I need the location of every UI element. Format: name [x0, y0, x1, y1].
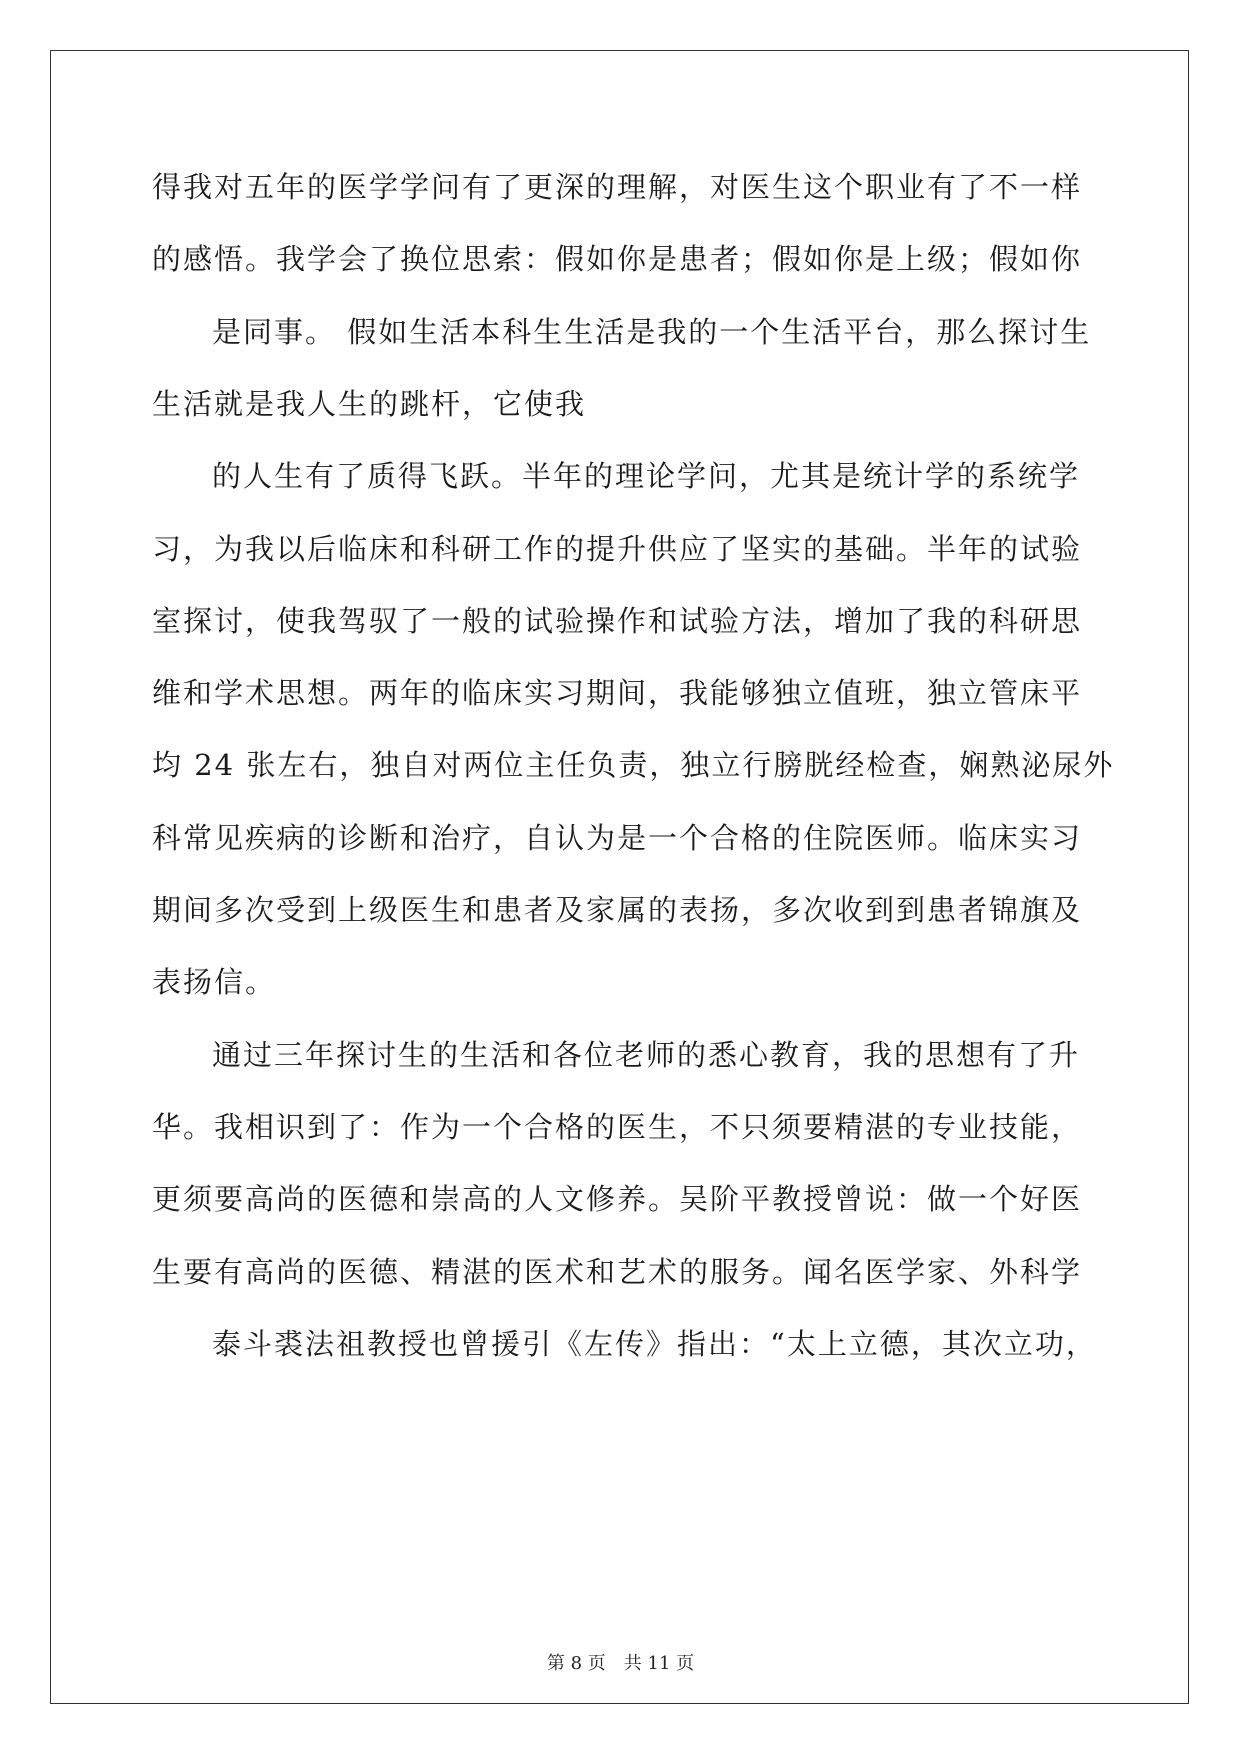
text-line: 习，为我以后临床和科研工作的提升供应了坚实的基础。半年的试验 [152, 532, 1083, 566]
page-border [50, 50, 1189, 1704]
text-line: 生活就是我人生的跳杆，它使我 [152, 387, 587, 421]
text-line: 的感悟。我学会了换位思索：假如你是患者；假如你是上级；假如你 [152, 242, 1083, 276]
text-line: 表扬信。 [152, 965, 277, 999]
text-line: 均 24 张左右，独自对两位主任负责，独立行膀胱经检查，娴熟泌尿外 [152, 748, 1115, 782]
text-line: 的人生有了质得飞跃。半年的理论学问，尤其是统计学的系统学 [212, 459, 1081, 493]
text-line: 是同事。 假如生活本科生生活是我的一个生活平台，那么探讨生 [212, 315, 1092, 349]
text-line: 生要有高尚的医德、精湛的医术和艺术的服务。闻名医学家、外科学 [152, 1255, 1083, 1289]
page-number: 第 8 页 [546, 1653, 606, 1674]
text-line: 更须要高尚的医德和崇高的人文修养。吴阶平教授曾说：做一个好医 [152, 1182, 1083, 1216]
text-line: 维和学术思想。两年的临床实习期间，我能够独立值班，独立管床平 [152, 676, 1083, 710]
page-footer [0, 1652, 1241, 1676]
page-total: 共 11 页 [623, 1653, 695, 1674]
text-line: 华。我相识到了：作为一个合格的医生，不只须要精湛的专业技能， [152, 1110, 1083, 1144]
text-line: 得我对五年的医学学问有了更深的理解，对医生这个职业有了不一样 [152, 170, 1083, 204]
text-line: 泰斗裘法祖教授也曾援引《左传》指出：“太上立德，其次立功， [212, 1327, 1097, 1361]
text-line: 室探讨，使我驾驭了一般的试验操作和试验方法，增加了我的科研思 [152, 604, 1083, 638]
text-line: 期间多次受到上级医生和患者及家属的表扬，多次收到到患者锦旗及 [152, 893, 1083, 927]
text-line: 科常见疾病的诊断和治疗，自认为是一个合格的住院医师。临床实习 [152, 821, 1083, 855]
text-line: 通过三年探讨生的生活和各位老师的悉心教育，我的思想有了升 [212, 1038, 1081, 1072]
